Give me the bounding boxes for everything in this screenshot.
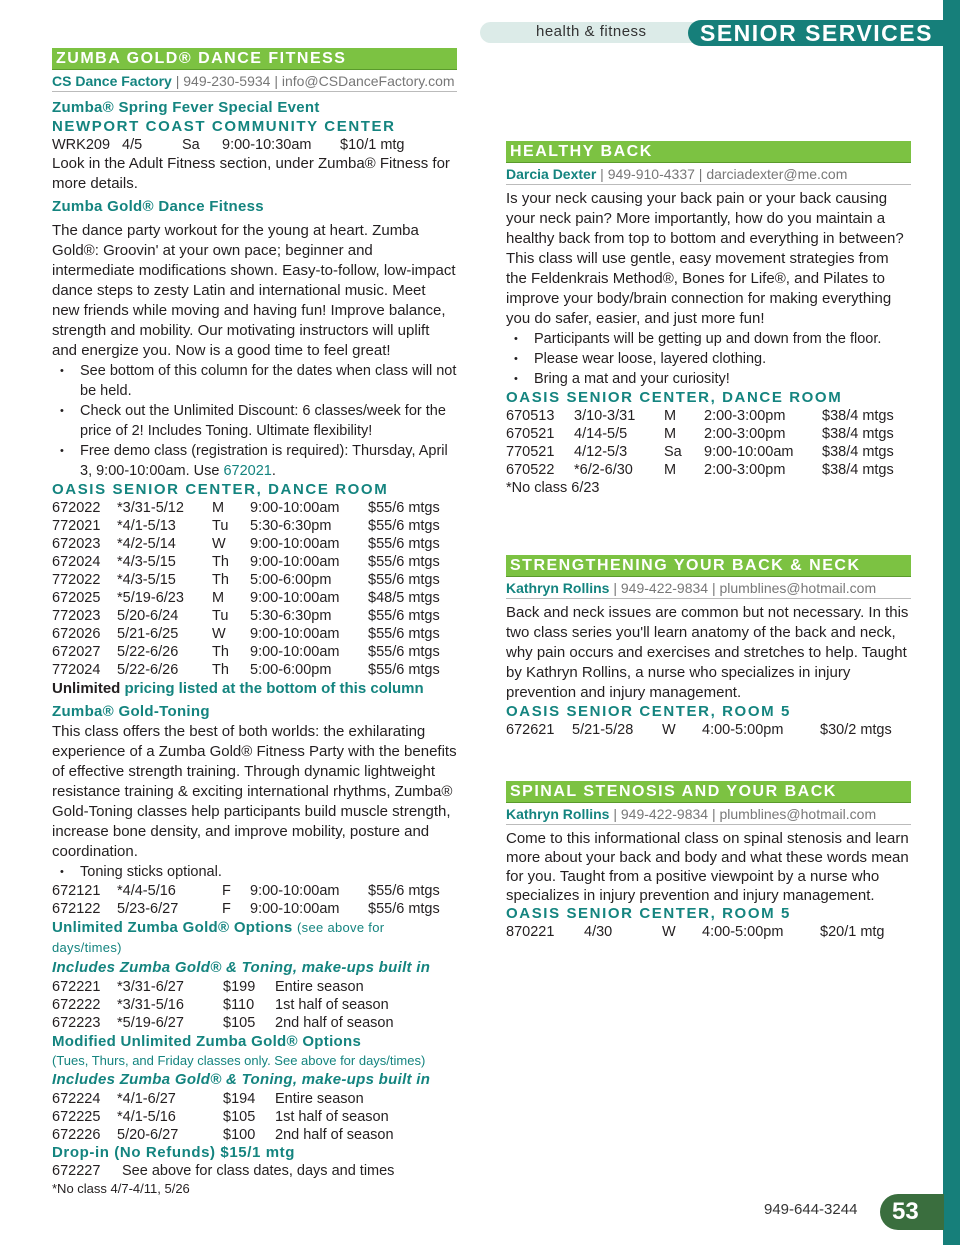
table-cell: Tu [212,608,229,624]
table-cell: 772024 [52,662,101,678]
spinal-title-bar: SPINAL STENOSIS AND YOUR BACK [506,781,911,803]
table-cell: 9:00-10:00am [250,626,340,642]
strengthening-desc: Back and neck issues are common but not necessary. In this two class series you'll learn anatomy of the back and neck, why pain occurs and exercises and stretches to help. Taught by Kathryn Rollins, a nurse who specializes in injury prevention and injury management. [506,604,909,701]
list-item: • Please wear loose, layered clothing. [534,349,911,369]
table-cell: 672222 [52,997,101,1013]
table-row [52,625,457,643]
table-cell: $55/6 mtgs [368,572,440,588]
table-row [52,996,457,1014]
table-cell: $105 [223,1109,256,1125]
table-cell: 5:00-6:00pm [250,662,332,678]
zumba-event-location: NEWPORT COAST COMMUNITY CENTER [52,118,396,135]
table-row [52,643,457,661]
table-cell: $100 [223,1127,256,1143]
header-section-title: SENIOR SERVICES [688,20,944,46]
table-row [52,517,457,535]
table-cell: F [222,883,231,899]
table-row [506,461,911,479]
table-cell: 9:00-10:00am [250,536,340,552]
page-number: 53 [880,1194,944,1230]
table-cell: 4/12-5/3 [574,444,628,460]
strengthening-title-bar: STRENGTHENING YOUR BACK & NECK [506,555,911,577]
table-cell: *4/4-5/16 [117,883,176,899]
zumba-bullets [52,361,457,481]
table-cell: M [664,408,677,424]
table-cell: 5/23-6/27 [117,901,179,917]
table-cell: 5/22-6/26 [117,644,179,660]
table-cell: 9:00-10:00am [250,590,340,606]
table-cell: 672022 [52,500,101,516]
table-row [52,978,457,996]
healthy-back-contact-name: Darcia Dexter [506,166,597,182]
teal-sidebar-stripe [943,0,960,1245]
table-row [52,661,457,679]
table-row [52,1108,457,1126]
table-cell: 672226 [52,1127,101,1143]
toning-desc: This class offers the best of both worlds: the exhilarating experience of a Zumba Gold® Fitness Party with the benefits of effective strength training. Through dynamic lightweight resistance training & exciting international rhythms, Zumba® Gold-Toning classes help participants build muscle strength, increase bone density, and improve mobility, posture and coordination. [52,723,457,860]
table-cell: $199 [223,979,256,995]
demo-code: 672021 [223,463,272,479]
table-cell: $55/6 mtgs [368,554,440,570]
table-cell: 1st half of season [275,997,389,1013]
table-row: WRK209 4/5 Sa 9:00-10:30am $10/1 mtg [52,137,405,153]
zumba-section [52,48,457,1198]
table-cell: 2nd half of season [275,1127,394,1143]
table-cell: $55/6 mtgs [368,901,440,917]
table-cell: 5/21-6/25 [117,626,179,642]
table-cell: $55/6 mtgs [368,500,440,516]
table-cell: $55/6 mtgs [368,536,440,552]
table-cell: 672026 [52,626,101,642]
zumba-contact-name: CS Dance Factory [52,73,172,89]
spinal-section [506,781,911,941]
table-cell: $38/4 mtgs [822,408,894,424]
table-cell: Th [212,662,229,678]
strengthening-section [506,555,911,739]
table-cell: 770521 [506,444,555,460]
table-cell: *4/2-5/14 [117,536,176,552]
table-row: 672621 5/21-5/28 W 4:00-5:00pm $30/2 mtgs [506,722,892,738]
zumba-no-class: *No class 4/7-4/11, 5/26 [52,1181,190,1196]
table-cell: $55/6 mtgs [368,644,440,660]
dropin-title: Drop-in (No Refunds) $15/1 mtg [52,1144,296,1161]
table-cell: 5:00-6:00pm [250,572,332,588]
modified-options-note: (Tues, Thurs, and Friday classes only. See above for days/times) [52,1053,426,1068]
table-row [52,571,457,589]
unlimited-note: Unlimited pricing listed at the bottom of this column [52,680,424,697]
table-row [52,553,457,571]
table-cell: $38/4 mtgs [822,426,894,442]
table-row [52,535,457,553]
healthy-back-desc: Is your neck causing your back pain or your back causing your neck pain? More importantly, how do you maintain a healthy back from top to bottom and everything in between? This class will use gentle, easy movement strategies from the Feldenkrais Method®, Bones for Life®, and Pilates to improve your body/brain connection for making everything you do safer, easier, and just more fun! [506,190,904,327]
table-cell: 9:00-10:00am [704,444,794,460]
zumba-event-title: Zumba® Spring Fever Special Event [52,99,320,116]
zumba-gold-desc: The dance party workout for the young at heart. Zumba Gold®: Groovin' at your own pace; beginner and intermediate modifications shown. Easy-to-follow, low-impact dance steps to zesty Latin and international music. Meet new friends while moving and having fun! Improve balance, strength and mobility. Our motivating instructors will uplift and energize you. Now is a good time to feel great! [52,222,456,359]
list-item: • Bring a mat and your curiosity! [534,369,911,389]
table-cell: $55/6 mtgs [368,518,440,534]
table-cell: W [212,536,226,552]
table-cell: 9:00-10:00am [250,554,340,570]
zumba-title-bar: ZUMBA GOLD® DANCE FITNESS [52,48,457,70]
table-cell: $55/6 mtgs [368,626,440,642]
table-cell: M [212,500,225,516]
spinal-row [506,923,911,941]
table-cell: 2:00-3:00pm [704,462,786,478]
zumba-event-row [52,136,457,154]
zumba-class-table [52,499,457,679]
table-row [52,882,457,900]
table-cell: 672223 [52,1015,101,1031]
table-cell: 9:00-10:00am [250,901,340,917]
table-cell: 2:00-3:00pm [704,408,786,424]
table-cell: *4/1-6/27 [117,1091,176,1107]
table-cell: *5/19-6/23 [117,590,184,606]
dropin-row [52,1162,457,1180]
table-row [52,900,457,918]
table-cell: F [222,901,231,917]
table-cell: 672122 [52,901,101,917]
zumba-contact: CS Dance Factory | 949-230-5934 | info@CSDanceFactory.com [52,73,457,92]
table-cell: 5/20-6/24 [117,608,179,624]
unlimited-price-table [52,978,457,1032]
table-cell: 772021 [52,518,101,534]
table-cell: $55/6 mtgs [368,608,440,624]
table-cell: *4/3-5/15 [117,554,176,570]
healthy-back-contact: Darcia Dexter | 949-910-4337 | darciadexter@me.com [506,166,911,185]
table-cell: 9:00-10:00am [250,644,340,660]
table-row [506,443,911,461]
table-cell: 9:00-10:00am [250,883,340,899]
table-cell: 772023 [52,608,101,624]
table-cell: 772022 [52,572,101,588]
table-cell: *4/3-5/15 [117,572,176,588]
table-cell: Tu [212,518,229,534]
table-cell: 672225 [52,1109,101,1125]
table-cell: *3/31-6/27 [117,979,184,995]
table-cell: 672027 [52,644,101,660]
table-row [52,589,457,607]
table-cell: 672023 [52,536,101,552]
zumba-event-note: Look in the Adult Fitness section, under Zumba® Fitness for more details. [52,155,450,192]
table-cell: *6/2-6/30 [574,462,633,478]
table-cell: 3/10-3/31 [574,408,636,424]
strengthening-row [506,721,911,739]
healthy-back-contact-email[interactable]: darciadexter@me.com [706,166,848,182]
table-cell: 2:00-3:00pm [704,426,786,442]
table-cell: W [212,626,226,642]
healthy-back-location: OASIS SENIOR CENTER, DANCE ROOM [506,389,843,406]
strengthening-location: OASIS SENIOR CENTER, ROOM 5 [506,703,791,720]
table-cell: $38/4 mtgs [822,462,894,478]
table-cell: Th [212,554,229,570]
zumba-contact-email[interactable]: info@CSDanceFactory.com [281,73,455,89]
table-row: 870221 4/30 W 4:00-5:00pm $20/1 mtg [506,924,885,940]
table-cell: Entire season [275,1091,364,1107]
table-cell: $38/4 mtgs [822,444,894,460]
spinal-contact-email[interactable]: plumblines@hotmail.com [719,806,877,822]
table-row [52,1126,457,1144]
table-cell: 2nd half of season [275,1015,394,1031]
healthy-back-class-table [506,407,911,479]
table-cell: 672221 [52,979,101,995]
table-cell: 9:00-10:00am [250,500,340,516]
table-row: 672227 See above for class dates, days and times [52,1163,395,1179]
modified-options-title: Modified Unlimited Zumba Gold® Options [52,1033,362,1050]
table-cell: Sa [664,444,682,460]
list-item: • See bottom of this column for the dates when class will not be held. [80,361,457,401]
table-cell: 5/22-6/26 [117,662,179,678]
spinal-contact: Kathryn Rollins | 949-422-9834 | plumblines@hotmail.com [506,806,911,825]
table-row [506,407,911,425]
toning-bullets [52,862,457,882]
table-cell: M [212,590,225,606]
table-cell: *5/19-6/27 [117,1015,184,1031]
table-cell: 672025 [52,590,101,606]
table-cell: 4/14-5/5 [574,426,628,442]
spinal-location: OASIS SENIOR CENTER, ROOM 5 [506,905,791,922]
table-row [52,499,457,517]
table-cell: M [664,426,677,442]
toning-title: Zumba® Gold-Toning [52,703,210,720]
table-cell: *4/1-5/16 [117,1109,176,1125]
strengthening-contact-email[interactable]: plumblines@hotmail.com [719,580,877,596]
table-cell: 672024 [52,554,101,570]
modified-includes: Includes Zumba Gold® & Toning, make-ups built in [52,1071,431,1088]
table-cell: *3/31-5/16 [117,997,184,1013]
table-cell: $110 [223,997,255,1013]
table-cell: 5/20-6/27 [117,1127,179,1143]
table-cell: Th [212,644,229,660]
table-cell: $55/6 mtgs [368,662,440,678]
list-item: • Toning sticks optional. [80,862,457,882]
table-cell: 672121 [52,883,101,899]
healthy-back-title-bar: HEALTHY BACK [506,141,911,163]
table-row [506,425,911,443]
table-cell: Entire season [275,979,364,995]
zumba-location: OASIS SENIOR CENTER, DANCE ROOM [52,481,389,498]
table-cell: $48/5 mtgs [368,590,440,606]
modified-price-table [52,1090,457,1144]
table-row [52,607,457,625]
table-cell: $194 [223,1091,256,1107]
strengthening-contact: Kathryn Rollins | 949-422-9834 | plumblines@hotmail.com [506,580,911,599]
table-cell: $55/6 mtgs [368,883,440,899]
healthy-back-section [506,141,911,497]
table-cell: *4/1-5/13 [117,518,176,534]
footer-phone: 949-644-3244 [764,1201,858,1218]
table-cell: 5:30-6:30pm [250,518,332,534]
table-cell: M [664,462,677,478]
list-item: • Free demo class (registration is required): Thursday, April 3, 9:00-10:00am. Use 672021. [80,441,457,481]
toning-class-table [52,882,457,918]
table-row [52,1014,457,1032]
table-cell: 5:30-6:30pm [250,608,332,624]
healthy-back-bullets [506,329,911,389]
zumba-gold-title: Zumba Gold® Dance Fitness [52,198,264,215]
healthy-back-note: *No class 6/23 [506,480,600,496]
list-item: • Check out the Unlimited Discount: 6 classes/week for the price of 2! Includes Toning. Ultimate flexibility! [80,401,457,441]
table-cell: 670522 [506,462,555,478]
table-row [52,1090,457,1108]
table-cell: 1st half of season [275,1109,389,1125]
table-cell: 670521 [506,426,555,442]
list-item: • Participants will be getting up and down from the floor. [534,329,911,349]
table-cell: *3/31-5/12 [117,500,184,516]
table-cell: 670513 [506,408,555,424]
spinal-desc: Come to this informational class on spinal stenosis and learn more about your back and body and what these words mean for you. Taught from a positive viewpoint by a nurse who specializes in injury prevention and injury management. [506,830,909,904]
zumba-contact-phone: 949-230-5934 [183,73,271,89]
table-cell: $105 [223,1015,256,1031]
table-cell: Th [212,572,229,588]
unlimited-options-title: Unlimited Zumba Gold® Options (see above for days/times) [52,919,385,955]
unlimited-includes: Includes Zumba Gold® & Toning, make-ups built in [52,959,431,976]
header-category: health & fitness [536,23,647,40]
table-cell: 672224 [52,1091,101,1107]
